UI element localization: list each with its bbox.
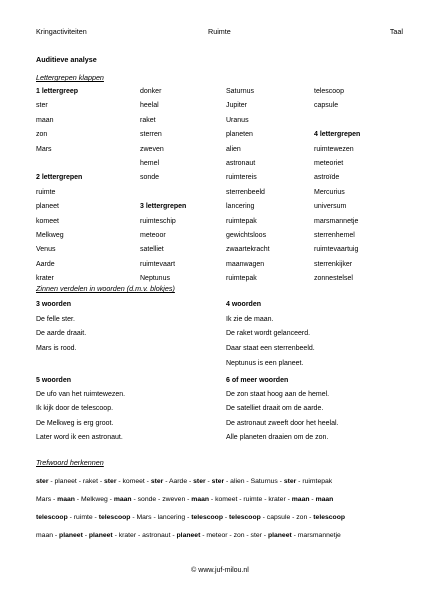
syllable-group-heading: 1 lettergreep	[36, 88, 79, 95]
keyword-highlight: maan	[113, 496, 132, 503]
sentence-block-1	[36, 301, 86, 360]
sentence-line: Mars is rood.	[36, 345, 77, 353]
syllable-word: ruimtepak	[226, 217, 257, 225]
syllable-word	[36, 160, 82, 174]
syllable-word: sterrenkijker	[314, 260, 353, 268]
keyword-highlight: planeet	[59, 532, 83, 539]
page-title: Auditieve analyse	[36, 55, 97, 64]
syllable-word: ruimteschip	[140, 217, 176, 225]
syllable-word: ruimtepak	[226, 275, 257, 283]
syllable-word: ruimtereis	[226, 174, 257, 182]
sentence-block-title: 3 woorden	[36, 301, 72, 308]
syllable-word: capsule	[314, 102, 339, 110]
syllable-word: gewichtsloos	[226, 231, 267, 239]
syllable-word: raket	[140, 116, 156, 124]
syllable-word: sterren	[140, 131, 162, 139]
syllable-word: Uranus	[226, 116, 249, 124]
keyword-highlight: ster	[283, 478, 297, 485]
keyword-text: - Melkweg -	[74, 496, 114, 503]
keyword-text: - alien - Saturnus -	[224, 478, 284, 485]
keyword-highlight: telescoop	[98, 514, 131, 521]
syllable-word: marsmannetje	[314, 217, 359, 225]
keyword-text: - ruimte -	[67, 514, 99, 521]
keyword-text: - Aarde -	[163, 478, 194, 485]
syllable-word: meteoor	[140, 231, 166, 239]
sentence-line: De Melkweg is erg groot.	[36, 419, 114, 427]
keyword-line-2	[36, 497, 333, 504]
syllable-word: Mars	[36, 145, 52, 153]
syllable-word: ruimtewezen	[314, 145, 354, 153]
keyword-text: - krater - astronaut -	[112, 532, 177, 539]
syllable-word: komeet	[36, 217, 59, 225]
keyword-text: - Mars - lancering -	[130, 514, 192, 521]
keyword-line-3	[36, 515, 345, 522]
syllable-word: planeten	[226, 131, 253, 139]
syllable-word: lancering	[226, 203, 255, 211]
syllable-word: krater	[36, 275, 54, 283]
syllable-word	[314, 117, 360, 131]
keyword-text: - komeet - ruimte - krater -	[209, 496, 292, 503]
sentence-block-title: 4 woorden	[226, 301, 262, 308]
syllable-word: Mercurius	[314, 188, 345, 196]
keyword-highlight: maan	[57, 496, 75, 503]
section-heading-sentences: Zinnen verdelen in woorden (d.m.v. blokjes)	[36, 284, 175, 293]
syllable-word: zon	[36, 131, 48, 139]
syllable-column-4	[314, 88, 360, 289]
keyword-text: Mars -	[36, 496, 58, 503]
keyword-highlight: ster	[150, 478, 164, 485]
keyword-highlight: ster	[193, 478, 206, 485]
syllable-group-heading: 3 lettergrepen	[140, 203, 187, 211]
sentence-line: Neptunus is een planeet.	[226, 359, 304, 367]
keyword-text: -	[222, 514, 230, 521]
syllable-word: zweven	[140, 145, 164, 153]
syllable-word: Neptunus	[140, 275, 170, 283]
sentence-block-2	[226, 301, 315, 374]
syllable-word: satelliet	[140, 246, 164, 254]
keyword-highlight: telescoop	[229, 514, 261, 521]
syllable-word: Melkweg	[36, 231, 64, 239]
sentence-line: Ik zie de maan.	[226, 315, 274, 323]
syllable-word: ster	[36, 102, 48, 110]
syllable-column-1	[36, 88, 82, 289]
header-right: Taal	[389, 27, 403, 36]
syllable-word: maanwagen	[226, 260, 265, 268]
keyword-line-4	[36, 533, 341, 540]
keyword-highlight: telescoop	[313, 514, 346, 521]
syllable-word: hemel	[140, 159, 160, 167]
keyword-highlight: telescoop	[36, 514, 68, 521]
syllable-word: telescoop	[314, 88, 344, 95]
keyword-text: -	[205, 478, 212, 485]
syllable-column-3	[226, 88, 270, 289]
keyword-text: -	[82, 532, 89, 539]
keyword-highlight: planeet	[176, 532, 201, 539]
syllable-word: Jupiter	[226, 102, 248, 110]
syllable-group-heading: 2 lettergrepen	[36, 174, 83, 182]
syllable-word: ruimtevaartuig	[314, 246, 359, 254]
keyword-highlight: maan	[191, 496, 210, 503]
sentence-line: Daar staat een sterrenbeeld.	[226, 345, 315, 353]
section-heading-keywords: Trefwoord herkennen	[36, 458, 104, 467]
footer-copyright: © www.juf-milou.nl	[191, 567, 249, 574]
sentence-line: De ufo van het ruimtewezen.	[36, 391, 126, 399]
sentence-line: Alle planeten draaien om de zon.	[226, 433, 329, 441]
keyword-text: - meteor - zon - ster -	[200, 532, 268, 539]
syllable-word: astronaut	[226, 159, 256, 167]
keyword-highlight: maan	[291, 496, 310, 503]
syllable-word	[140, 189, 186, 203]
syllable-word: Saturnus	[226, 88, 255, 95]
syllable-word: maan	[36, 116, 54, 124]
sentence-line: De satelliet draait om de aarde.	[226, 405, 324, 413]
syllable-group-heading: 4 lettergrepen	[314, 131, 361, 139]
syllable-word: universum	[314, 203, 347, 211]
syllable-word: sterrenbeeld	[226, 188, 265, 196]
keyword-highlight: planeet	[267, 532, 292, 539]
syllable-word: heelal	[140, 102, 159, 110]
sentence-line: Ik kijk door de telescoop.	[36, 405, 114, 413]
keyword-line-1	[36, 479, 332, 486]
sentence-line: De astronaut zweeft door het heelal.	[226, 419, 339, 427]
syllable-word: sterrenhemel	[314, 231, 355, 239]
keyword-text: - planeet - raket -	[48, 478, 104, 485]
keyword-text: - marsmannetje	[291, 532, 341, 539]
syllable-word: donker	[140, 88, 162, 95]
sentence-block-title: 6 of meer woorden	[226, 377, 289, 384]
syllable-word: meteoriet	[314, 159, 344, 167]
syllable-word: alien	[226, 145, 241, 153]
sentence-line: De zon staat hoog aan de hemel.	[226, 391, 330, 399]
sentence-line: Later word ik een astronaut.	[36, 433, 123, 441]
syllable-word: astroïde	[314, 174, 340, 182]
sentence-line: De felle ster.	[36, 315, 75, 323]
keyword-text: - ruimtepak	[296, 478, 333, 485]
syllable-word: ruimtevaart	[140, 260, 176, 268]
header-left: Kringactiviteiten	[36, 27, 87, 36]
keyword-highlight: planeet	[88, 532, 113, 539]
keyword-text: - capsule - zon -	[260, 514, 314, 521]
keyword-text: maan -	[36, 532, 60, 539]
keyword-highlight: maan	[315, 496, 334, 503]
keyword-text: -	[309, 496, 316, 503]
header-center: Ruimte	[208, 27, 231, 36]
syllable-word: planeet	[36, 203, 59, 211]
syllable-word: zonnestelsel	[314, 275, 353, 283]
sentence-line: De raket wordt gelanceerd.	[226, 330, 311, 338]
sentence-block-title: 5 woorden	[36, 377, 72, 384]
section-heading-syllables: Lettergrepen klappen	[36, 73, 104, 82]
syllable-word: Aarde	[36, 260, 55, 268]
syllable-column-2	[140, 88, 186, 289]
syllable-word: zwaartekracht	[226, 246, 270, 254]
syllable-word: Venus	[36, 246, 56, 254]
keyword-highlight: ster	[211, 478, 225, 485]
keyword-text: - sonde - zweven -	[131, 496, 192, 503]
keyword-highlight: ster	[36, 478, 49, 485]
syllable-word: ruimte	[36, 188, 56, 196]
keyword-text: - komeet -	[116, 478, 151, 485]
sentence-block-3	[36, 377, 125, 448]
syllable-word: sonde	[140, 174, 160, 182]
keyword-highlight: ster	[104, 478, 117, 485]
sentence-line: De aarde draait.	[36, 330, 87, 338]
keyword-highlight: telescoop	[191, 514, 223, 521]
sentence-block-4	[226, 377, 338, 448]
